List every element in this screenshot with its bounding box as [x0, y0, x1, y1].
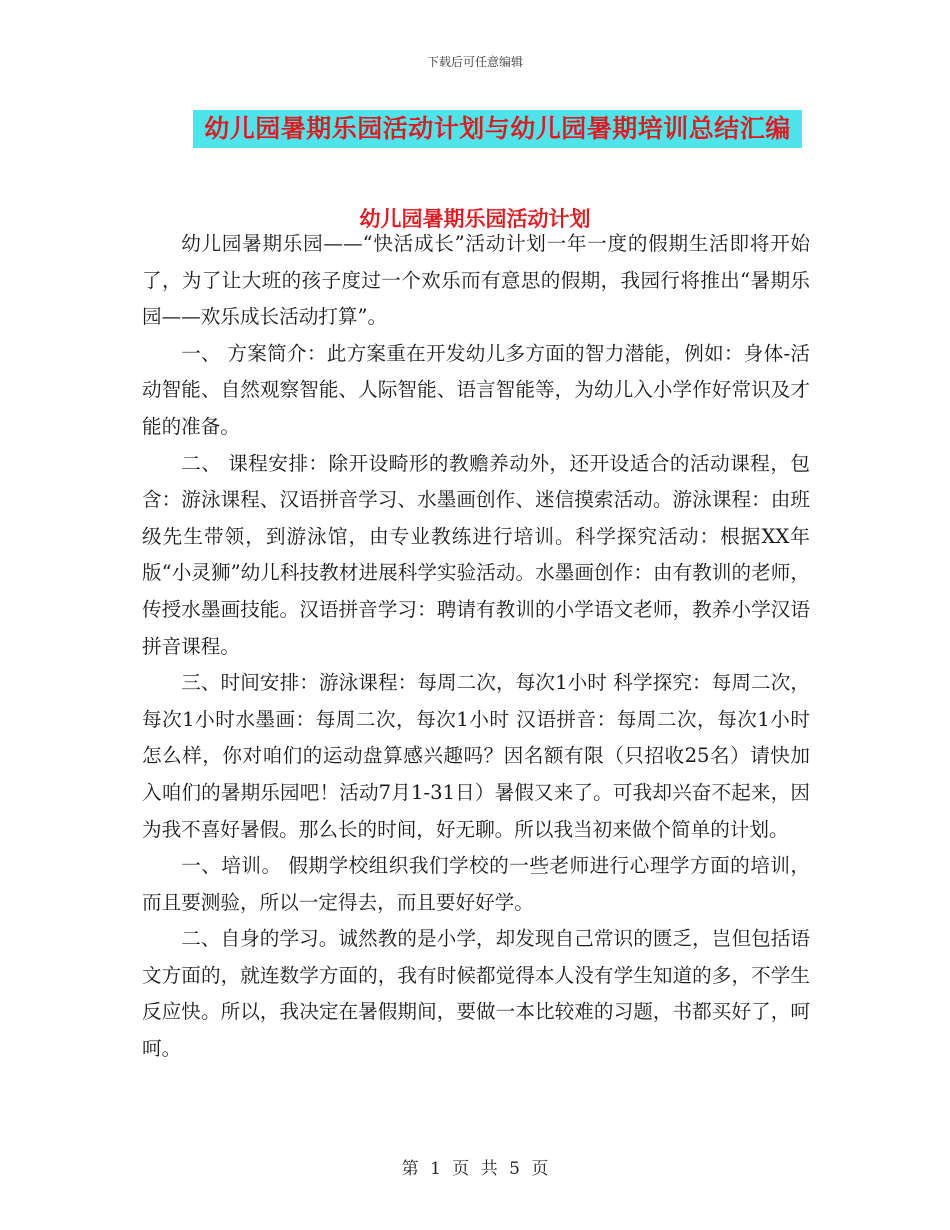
paragraph-training: 一、培训。 假期学校组织我们学校的一些老师进行心理学方面的培训，而且要测验，所以一定得去，而且要好好学。 [142, 854, 810, 914]
paragraph-course-schedule: 二、 课程安排：除开设畸形的教赡养动外，还开设适合的活动课程，包含：游泳课程、汉语拼音学习、水墨画创作、迷信摸索活动。游泳课程：由班级先生带领，到游泳馆，由专业教练进行培训。科学探究活动：根据XX年版“小灵狮”幼儿科技教材进展科学实验活动。水墨画创作：由有教训的老师，传授水墨画技能。汉语拼音学习：聘请有教训的小学语文老师，教养小学汉语拼音课程。 [142, 451, 810, 658]
paragraph-intro: 幼儿园暑期乐园——“快活成长”活动计划一年一度的假期生活即将开始了，为了让大班的孩子度过一个欢乐而有意思的假期，我园行将推出“暑期乐园——欢乐成长活动打算”。 [142, 232, 810, 329]
body-text [142, 226, 810, 1068]
section-title: 幼儿园暑期乐园活动计划 [359, 207, 591, 231]
header-note: 下载后可任意编辑 [426, 55, 523, 69]
paragraph-self-study: 二、自身的学习。诚然教的是小学，却发现自己常识的匮乏，岂但包括语文方面的，就连数学方面的，我有时候都觉得本人没有学生知道的多，不学生反应快。所以，我决定在暑假期间，要做一本比较难的习题，书都买好了，呵呵。 [142, 927, 810, 1061]
paragraph-plan-summary: 一、 方案简介：此方案重在开发幼儿多方面的智力潜能，例如：身体-活动智能、自然观察智能、人际智能、语言智能等，为幼儿入小学作好常识及才能的准备。 [142, 341, 810, 438]
paragraph-time-schedule: 三、时间安排：游泳课程：每周二次，每次1小时 科学探究：每周二次，每次1小时水墨画：每周二次，每次1小时 汉语拼音：每周二次，每次1小时怎么样，你对咱们的运动盘算感兴趣吗？因名额有限（只招收25名）请快加入咱们的暑期乐园吧！活动7月1-31日）暑假又来了。可我却兴奋不起来，因为我不喜好暑假。那么长的时间，好无聊。所以我当初来做个简单的计划。 [142, 671, 810, 841]
page-number-footer: 第 1 页 共 5 页 [401, 1159, 549, 1179]
document-title: 幼儿园暑期乐园活动计划与幼儿园暑期培训总结汇编 [193, 110, 802, 148]
